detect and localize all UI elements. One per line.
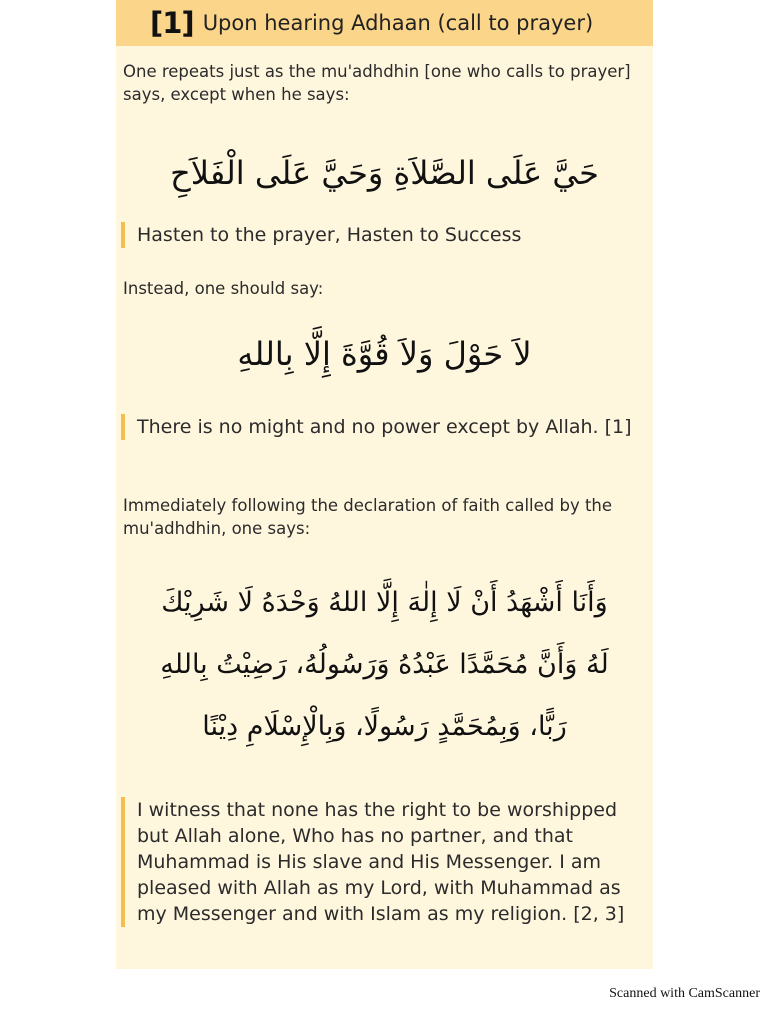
content-card xyxy=(116,0,653,969)
arabic-hayya-ala-salah: حَيَّ عَلَى الصَّلاَةِ وَحَيَّ عَلَى الْفَلاَحِ xyxy=(170,154,599,192)
section-number: [1] xyxy=(150,6,194,40)
translation-no-might: There is no might and no power except by Allah. [1] xyxy=(121,414,646,440)
arabic-shahadah-line-2: لَهُ وَأَنَّ مُحَمَّدًا عَبْدُهُ وَرَسُولُهُ، رَضِيْتُ بِاللهِ xyxy=(160,649,609,680)
intro-text: One repeats just as the mu'adhdhin [one who calls to prayer] says, except when he says: xyxy=(123,62,631,104)
section-title: Upon hearing Adhaan (call to prayer) xyxy=(202,11,594,35)
arabic-shahadah-line-3: رَبًّا، وَبِمُحَمَّدٍ رَسُولًا، وَبِالْإِسْلَامِ دِيْنًا xyxy=(202,711,567,742)
translation-witness: I witness that none has the right to be worshipped but Allah alone, Who has no partner, and that Muhammad is His slave and His Messenger. I am pleased with Allah as my Lord, with Muhammad as my Messenger and with Islam as my religion. [2, 3] xyxy=(121,797,646,927)
arabic-shahadah-line-1: وَأَنَا أَشْهَدُ أَنْ لَا إِلٰهَ إِلَّا اللهُ وَحْدَهُ لَا شَرِيْكَ xyxy=(161,587,608,618)
arabic-la-hawla: لاَ حَوْلَ وَلاَ قُوَّةَ إِلَّا بِاللهِ xyxy=(237,335,532,373)
translation-hasten: Hasten to the prayer, Hasten to Success xyxy=(121,222,646,248)
scanner-watermark: Scanned with CamScanner xyxy=(609,986,760,1001)
instead-text: Instead, one should say: xyxy=(123,279,324,298)
immediately-text: Immediately following the declaration of faith called by the mu'adhdhin, one says: xyxy=(123,496,613,538)
section-header xyxy=(116,0,653,46)
